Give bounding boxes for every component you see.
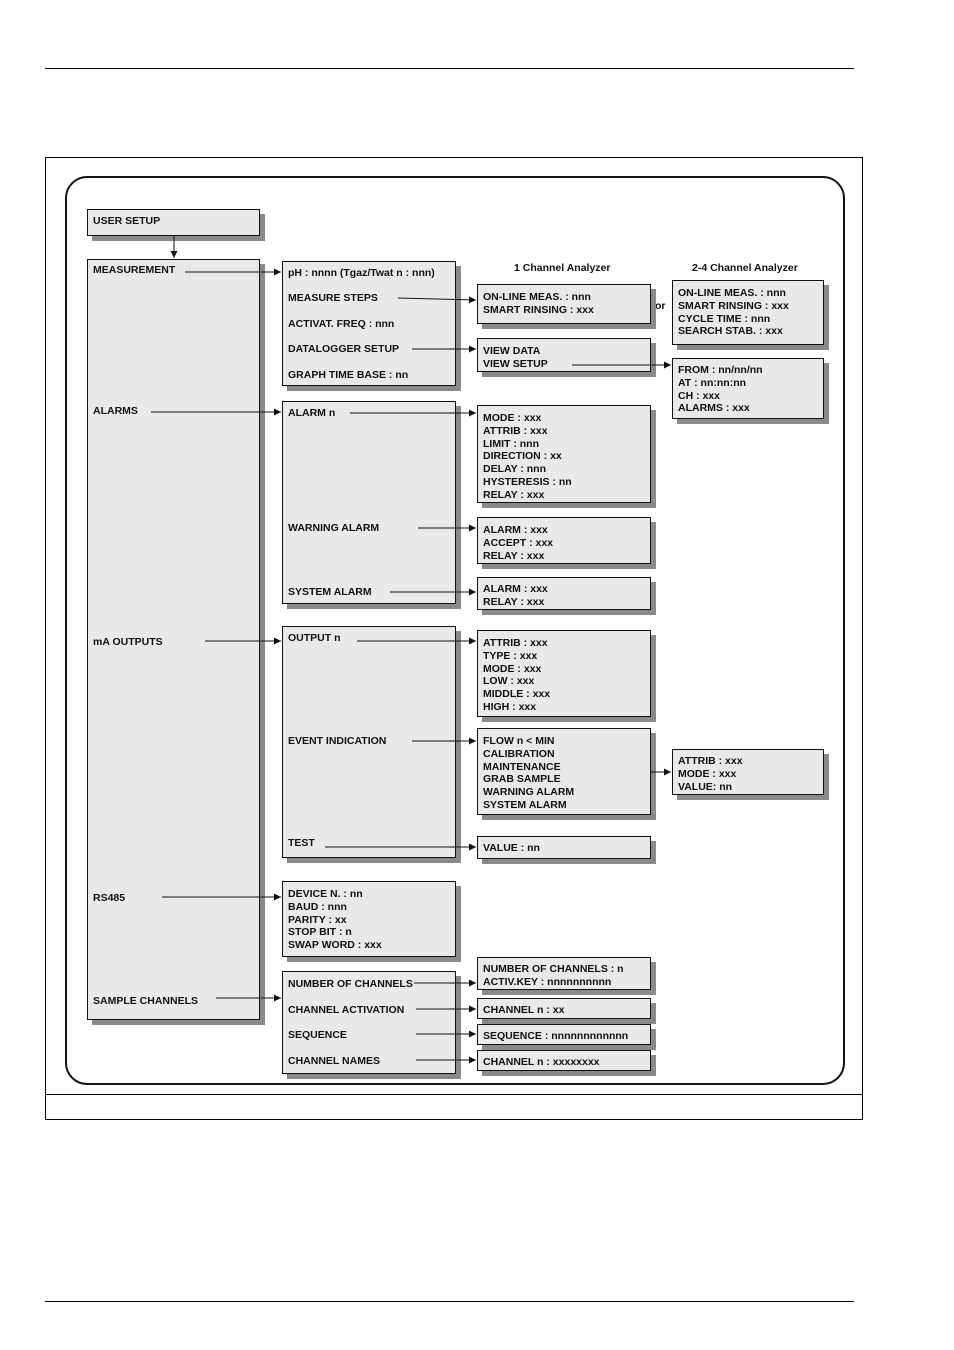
outputs-output-n: OUTPUT n: [288, 632, 341, 644]
menu-ma-outputs: mA OUTPUTS: [93, 636, 163, 648]
measurement-datalogger-setup: DATALOGGER SETUP: [288, 343, 400, 355]
menu-rs485: RS485: [93, 892, 126, 904]
menu-sample-channels: SAMPLE CHANNELS: [93, 995, 199, 1007]
header-multi-channel: 2-4 Channel Analyzer: [692, 262, 798, 274]
alarms-warning-alarm: WARNING ALARM: [288, 522, 380, 534]
sample-sequence: SEQUENCE: [288, 1029, 347, 1041]
arrow-measure-steps: [398, 298, 476, 300]
channel-activation-params: CHANNEL n : xx: [483, 1004, 565, 1016]
view-setup-params: FROM : nn/nn/nn AT : nn:nn:nn CH : xxx ALARMS : xxx: [678, 364, 763, 415]
event-indication-params: FLOW n < MIN CALIBRATION MAINTENANCE GRAB SAMPLE WARNING ALARM SYSTEM ALARM: [483, 735, 575, 811]
sample-channel-activation: CHANNEL ACTIVATION: [288, 1004, 405, 1016]
sample-channel-names: CHANNEL NAMES: [288, 1055, 380, 1067]
header-one-channel: 1 Channel Analyzer: [514, 262, 611, 274]
menu-alarms: ALARMS: [93, 405, 138, 417]
alarms-alarm-n: ALARM n: [288, 407, 336, 419]
datalogger-view-data: VIEW DATA: [483, 345, 541, 357]
outputs-test: TEST: [288, 837, 315, 849]
rs485-params: DEVICE N. : nn BAUD : nnn PARITY : xx STOP BIT : n SWAP WORD : xxx: [288, 888, 382, 952]
alarm-n-params: MODE : xxx ATTRIB : xxx LIMIT : nnn DIRECTION : xx DELAY : nnn HYSTERESIS : nn RELAY : xxx: [483, 412, 572, 501]
or-label: or: [655, 300, 666, 312]
output-n-params: ATTRIB : xxx TYPE : xxx MODE : xxx LOW : xxx MIDDLE : xxx HIGH : xxx: [483, 637, 551, 713]
measure-steps-1ch-params: ON-LINE MEAS. : nnn SMART RINSING : xxx: [483, 291, 594, 316]
user-setup-label: USER SETUP: [93, 215, 161, 227]
channel-names-params: CHANNEL n : xxxxxxxx: [483, 1056, 600, 1068]
test-params: VALUE : nn: [483, 842, 540, 854]
warning-alarm-params: ALARM : xxx ACCEPT : xxx RELAY : xxx: [483, 524, 554, 562]
alarms-system-alarm: SYSTEM ALARM: [288, 586, 372, 598]
sample-number-of-channels: NUMBER OF CHANNELS: [288, 978, 413, 990]
outputs-event-indication: EVENT INDICATION: [288, 735, 387, 747]
event-params: ATTRIB : xxx MODE : xxx VALUE: nn: [678, 755, 743, 793]
system-alarm-params: ALARM : xxx RELAY : xxx: [483, 583, 548, 608]
measurement-activat-freq: ACTIVAT. FREQ : nnn: [288, 318, 395, 330]
sequence-params: SEQUENCE : nnnnnnnnnnnn: [483, 1030, 629, 1042]
datalogger-view-setup: VIEW SETUP: [483, 358, 548, 370]
number-of-channels-params: NUMBER OF CHANNELS : n ACTIV.KEY : nnnnnnnnnn: [483, 963, 624, 988]
measurement-ph: pH : nnnn (Tgaz/Twat n : nnn): [288, 267, 435, 279]
measure-steps-multi-params: ON-LINE MEAS. : nnn SMART RINSING : xxx CYCLE TIME : nnn SEARCH STAB. : xxx: [678, 287, 789, 338]
menu-measurement: MEASUREMENT: [93, 264, 176, 276]
measurement-graph-time-base: GRAPH TIME BASE : nn: [288, 369, 409, 381]
measurement-measure-steps: MEASURE STEPS: [288, 292, 378, 304]
